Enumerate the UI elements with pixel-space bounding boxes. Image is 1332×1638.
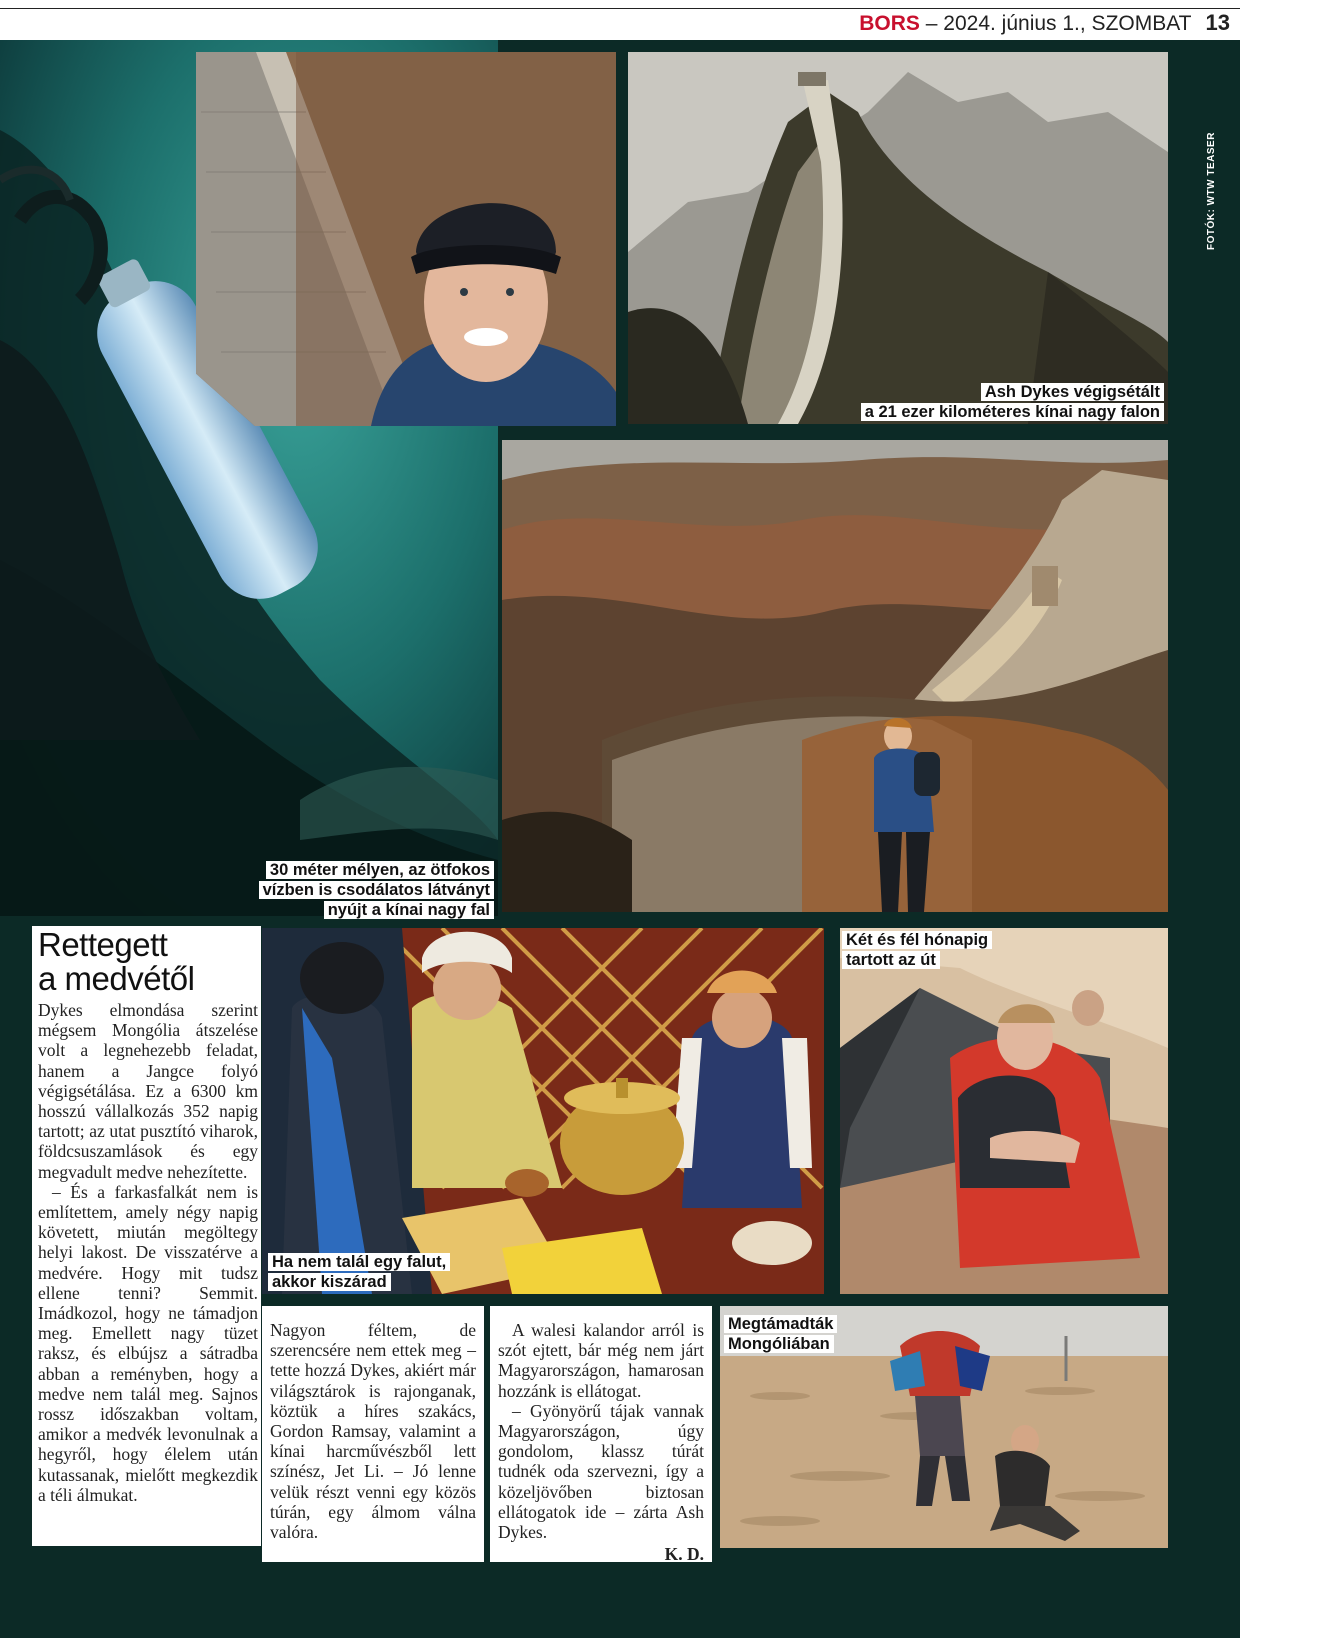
author-signature: K. D. <box>664 1544 704 1562</box>
caption-great-wall <box>700 382 1164 422</box>
caption-yurt-line1: Ha nem talál egy falut, <box>268 1253 450 1271</box>
caption-tent-line2: tartott az út <box>842 951 940 969</box>
caption-tent <box>842 930 1042 970</box>
caption-diver <box>200 860 494 920</box>
caption-yurt-line2: akkor kiszárad <box>268 1273 391 1291</box>
caption-diver-line1: 30 méter mélyen, az ötfokos <box>266 861 494 879</box>
photo-credit <box>1206 132 1220 250</box>
caption-attack-line1: Megtámadták <box>724 1315 837 1333</box>
page-number: 13 <box>1205 10 1230 35</box>
caption-great-wall-line1: Ash Dykes végigsétált <box>981 383 1164 401</box>
article-paragraph: – És a farkasfalkát nem is említettem, amely négy napig követett, miután megöltegy helyi lakost. De visszatérve a medvére. Hogy mit tudsz ellene tenni? Semmit. Imádkozol, hogy ne támadjon meg. Emellett nagy tüzet raksz, és elbújsz a sátradba abban a reményben, hogy a medve nem talál meg. Sajnos rossz időszakban voltam, amikor a medvék levonulnak a hegyről, hogy élelem után kutassanak, mielőtt megkezdik a téli álmukat. <box>38 1181 258 1505</box>
newspaper-brand: BORS <box>859 12 920 35</box>
tent-sleeping-bag-photo <box>840 928 1168 1294</box>
wall-hiker-photo <box>502 440 1168 912</box>
caption-diver-line3: nyújt a kínai nagy fal <box>324 901 494 919</box>
article-paragraph: A walesi kalandor arról is szót ejtett, bár még nem járt Magyarországon, hamarosan hozzánk is ellátogat. <box>498 1320 704 1401</box>
article-headline <box>38 928 258 996</box>
caption-attack <box>724 1314 924 1354</box>
article-paragraph: – Gyönyörű tájak vannak Magyarországon, úgy gondolom, klassz túrát tudnék oda szervezni, így a közeljövőben biztosan ellátogatok ide – zárta Ash Dykes. <box>498 1400 704 1543</box>
caption-attack-line2: Mongóliában <box>724 1335 834 1353</box>
selfie-photo <box>196 52 616 426</box>
article-column-1 <box>32 926 261 1546</box>
caption-yurt <box>268 1252 568 1292</box>
article-paragraph: Nagyon féltem, de szerencsére nem ettek meg – tette hozzá Dykes, akiért már világsztárok is rajonganak, köztük a híres szakács, Gordon Ramsay, valamint a kínai harcművészből lett színész, Jet Li. – Jó lenne velük részt venni egy közös túrán, egy álmom válna valóra. <box>270 1320 476 1543</box>
caption-tent-line1: Két és fél hónapig <box>842 931 992 949</box>
caption-great-wall-line2: a 21 ezer kilométeres kínai nagy falon <box>861 403 1164 421</box>
caption-diver-line2: vízben is csodálatos látványt <box>259 881 494 899</box>
headline-line2: a medvétől <box>38 960 195 997</box>
headline-line1: Rettegett <box>38 926 168 963</box>
article-column-2 <box>262 1306 484 1562</box>
page-header <box>859 10 1230 36</box>
dateline: – 2024. június 1., SZOMBAT <box>919 12 1192 35</box>
article-paragraph: Dykes elmondása szerint mégsem Mongólia átszelése volt a legnehezebb feladat, hanem a Jangce folyó végigsétálása. Ez a 6300 km hosszú vállalkozás 352 napig tartott; az utat pusztító viharok, földcsuszamlások és egy megvadult medve nehezítette. <box>38 1000 258 1182</box>
header-rule <box>0 8 1240 9</box>
great-wall-ridge-photo <box>628 52 1168 424</box>
photo-credit-text: FOTÓK: WTW TEASER <box>1206 132 1217 250</box>
yurt-dinner-photo <box>262 928 824 1294</box>
article-column-3 <box>490 1306 712 1562</box>
